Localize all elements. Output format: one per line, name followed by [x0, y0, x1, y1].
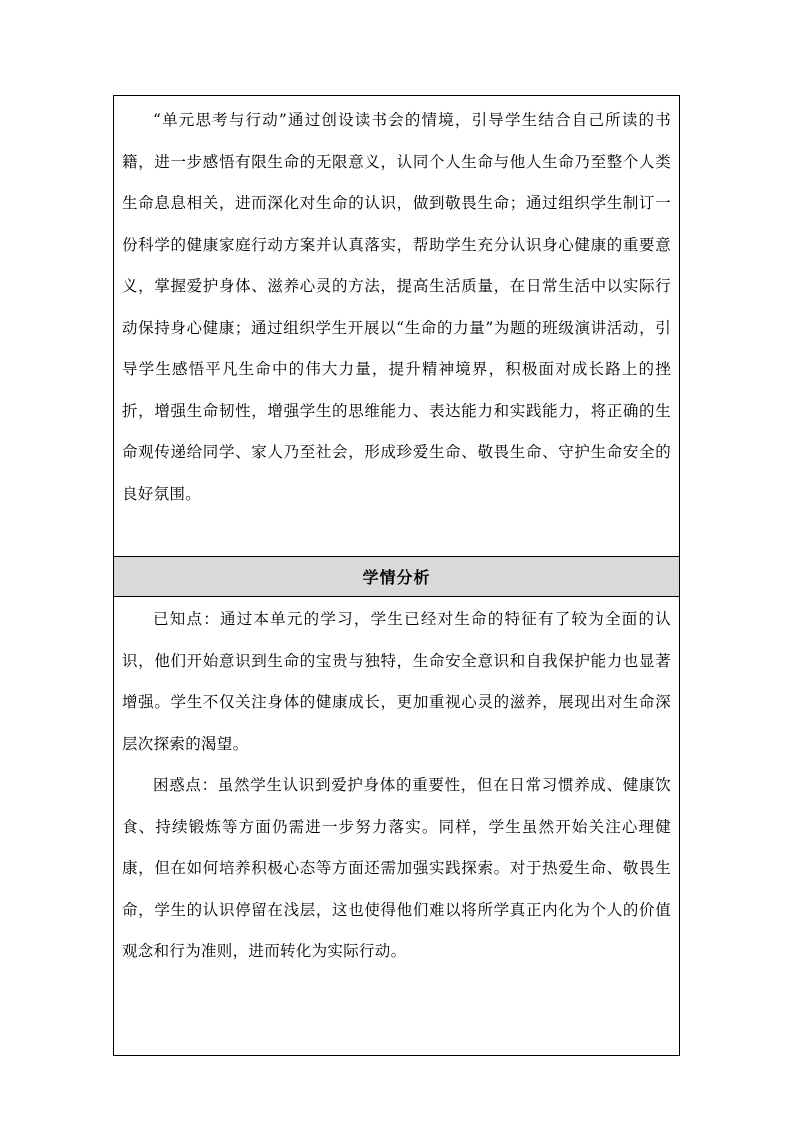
difficulty-points-paragraph: 困惑点：虽然学生认识到爱护身体的重要性，但在日常习惯养成、健康饮食、持续锻炼等方面仍需进一步努力落实。同样，学生虽然开始关注心理健康，但在如何培养积极心态等方面还需加强实践探索。对于热爱生命、敬畏生命，学生的认识停留在浅层，这也使得他们难以将所学真正内化为个人的价值观念和行为准则，进而转化为实际行动。: [122, 776, 671, 960]
document-table: [113, 95, 680, 1056]
section-heading-text: 学情分析: [362, 568, 431, 587]
intro-paragraph: “单元思考与行动”通过创设读书会的情境，引导学生结合自己所读的书籍，进一步感悟有限生命的无限意义，认同个人生命与他人生命乃至整个人类生命息息相关，进而深化对生命的认识，做到敬畏生命；通过组织学生制订一份科学的健康家庭行动方案并认真落实，帮助学生充分认识身心健康的重要意义，掌握爱护身体、滋养心灵的方法，提高生活质量，在日常生活中以实际行动保持身心健康；通过组织学生开展以“生命的力量”为题的班级演讲活动，引导学生感悟平凡生命中的伟大力量，提升精神境界，积极面对成长路上的挫折，增强生命韧性，增强学生的思维能力、表达能力和实践能力，将正确的生命观传递给同学、家人乃至社会，形成珍爱生命、敬畏生命、守护生命安全的良好氛围。: [122, 111, 671, 503]
unit-activity-cell: [114, 96, 679, 557]
section-heading: [114, 557, 679, 597]
student-analysis-cell: [114, 597, 679, 1055]
known-points-paragraph: 已知点：通过本单元的学习，学生已经对生命的特征有了较为全面的认识，他们开始意识到生命的宝贵与独特，生命安全意识和自我保护能力也显著增强。学生不仅关注身体的健康成长，更加重视心灵的滋养，展现出对生命深层次探索的渴望。: [122, 610, 671, 753]
